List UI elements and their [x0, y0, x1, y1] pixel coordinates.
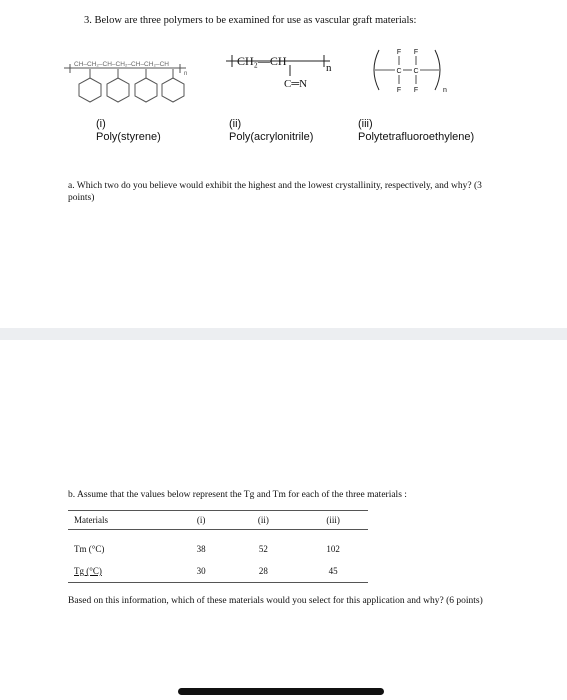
tg-value-iii: 45 [298, 560, 368, 583]
ptfe-f-4: F [413, 87, 419, 94]
table-spacer-row [68, 530, 368, 539]
polystyrene-structure [60, 42, 200, 108]
tg-value-ii: 28 [229, 560, 299, 583]
table-header-row [68, 511, 368, 530]
table-row-tg [68, 560, 368, 583]
polyacrylonitrile-n: n [326, 62, 332, 74]
row-label-tm: Tm (°C) [74, 544, 105, 554]
ptfe-c-1: C [396, 68, 402, 75]
polymer-name-i: Poly(styrene) [96, 131, 161, 143]
table-header-iii: (iii) [298, 511, 368, 530]
ptfe-f-3: F [396, 87, 402, 94]
polyacrylonitrile-structure [226, 44, 346, 94]
table-row-tm [68, 538, 368, 560]
polyacrylonitrile-repeat: CH₂—CH [237, 54, 287, 68]
polymer-label-ii [229, 118, 313, 144]
table-header-i: (i) [174, 511, 229, 530]
home-indicator[interactable] [178, 688, 384, 695]
polymer-roman-iii: (iii) [358, 118, 373, 130]
tm-value-i: 38 [196, 544, 206, 554]
ptfe-structure [365, 44, 455, 100]
tm-value-iii: 102 [326, 544, 340, 554]
table-header-ii: (ii) [229, 511, 299, 530]
table-header-materials: Materials [68, 511, 174, 530]
ptfe-f-2: F [413, 49, 419, 56]
ptfe-f-1: F [396, 49, 402, 56]
tg-value-i: 30 [174, 560, 229, 583]
question-card-1 [0, 0, 567, 328]
ptfe-c-2: C [413, 68, 419, 75]
question-a-text: a. Which two do you believe would exhibit the highest and the lowest crystallinity, respectively, and why? (3 points) [68, 181, 482, 203]
polymer-roman-ii: (ii) [229, 118, 242, 130]
row-label-tg: Tg (°C) [74, 566, 102, 576]
question-card-2 [0, 340, 567, 700]
question-b-text: b. Assume that the values below represent the Tg and Tm for each of the three materials : [68, 490, 407, 500]
question-title: 3. Below are three polymers to be examined for use as vascular graft materials: [84, 15, 417, 26]
polymer-name-iii: Polytetrafluoroethylene) [358, 131, 475, 143]
polymer-name-ii: Poly(acrylonitrile) [229, 131, 314, 143]
polymer-label-iii [358, 118, 474, 144]
ptfe-n: n [443, 87, 447, 94]
nitrile-group: C═N [284, 78, 308, 90]
question-c-text: Based on this information, which of these materials would you select for this application and why? (6 points) [68, 596, 483, 606]
polystyrene-chain-text: CH–CH₂–CH–CH₂–CH–CH₂–CH [74, 61, 169, 68]
polymer-roman-i: (i) [96, 118, 106, 130]
polystyrene-n: n [184, 71, 188, 77]
tm-value-ii: 52 [258, 544, 268, 554]
properties-table [68, 510, 368, 583]
polymer-label-i [96, 118, 161, 144]
